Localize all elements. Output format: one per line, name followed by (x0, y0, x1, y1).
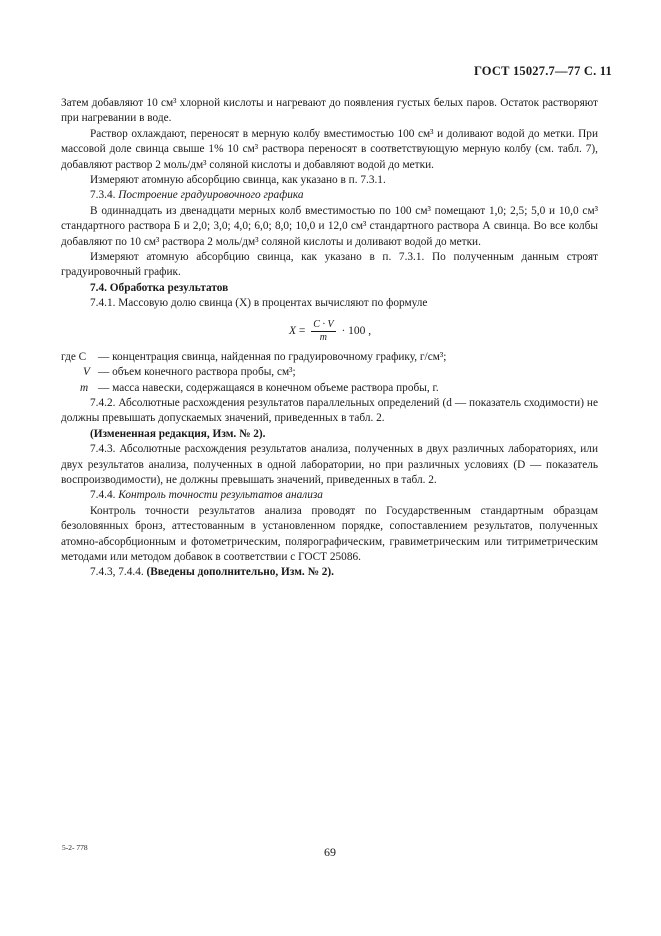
formula (61, 317, 598, 347)
document-header: ГОСТ 15027.7—77 С. 11 (473, 64, 612, 78)
formula-legend-row (61, 365, 598, 380)
amendment-text: (Введены дополнительно, Изм. № 2). (146, 566, 334, 579)
paragraph: 7.4.2. Абсолютные расхождения результатов параллельных определений (d — показатель сходимости) не должны превышать допускаемых значений, приведенных в табл. 2. (61, 396, 598, 425)
section-heading-7-4: 7.4. Обработка результатов (90, 281, 229, 294)
legend-text: — объем конечного раствора пробы, см³; (98, 366, 296, 379)
paragraph: В одиннадцать из двенадцати мерных колб вместимостью по 100 см³ помещают 1,0; 2,5; 5,0 и 10,0 см³ стандартного раствора Б и 2,0; 3,0; 4,0; 6,0; 8,0; 10,0 и 12,0 см³ стандартного раствора А свинца. Во все колбы добавляют по 10 см³ раствора 2 моль/дм³ соляной кислоты и доливают водой до метки. (61, 204, 598, 248)
section-title: Построение градуировочного графика (118, 189, 304, 202)
section-title: Контроль точности результатов анализа (118, 489, 323, 502)
amendment-note: (Измененная редакция, Изм. № 2). (90, 427, 266, 440)
paragraph: Контроль точности результатов анализа проводят по Государственным стандартным образцам безоловянных бронз, аттестованным в установленном порядке, сопоставлением результатов, полученных атомно-абсорбционным и фотометрическим, полярографическим, гравиметрическим или титриметрическим методами или методом добавок в соответствии с ГОСТ 25086. (61, 504, 598, 563)
formula-legend-row (61, 381, 598, 396)
paragraph: Затем добавляют 10 см³ хлорной кислоты и нагревают до появления густых белых паров. Остаток растворяют при нагревании в воде. (61, 97, 598, 125)
amendment-note (61, 565, 598, 580)
paragraph: 7.4.3. Абсолютные расхождения результатов анализа, полученных в двух различных лабораториях, или двух результатов анализа, полученных в одной лаборатории, но при различных условиях (D — показатель воспроизводимости), не должны превышать значений, приведенных в табл. 2. (61, 443, 598, 486)
section-heading-7-3-4 (61, 188, 598, 203)
paragraph: Раствор охлаждают, переносят в мерную колбу вместимостью 100 см³ и доливают водой до метки. При массовой доле свинца свыше 1% 10 см³ раствора переносят в соответствующую мерную колбу (см. табл. 7), добавляют раствор 2 моль/дм³ соляной кислоты и добавляют водой до метки. (61, 127, 598, 171)
formula-denominator: m (319, 331, 328, 343)
page-number: 69 (324, 845, 336, 859)
section-number: 7.4.4. (90, 489, 116, 502)
formula-tail: · 100 , (341, 324, 372, 337)
amendment-prefix: 7.4.3, 7.4.4. (90, 566, 144, 579)
document-body (61, 96, 598, 581)
paragraph: Измеряют атомную абсорбцию свинца, как указано в п. 7.3.1. По полученным данным строят градуировочный график. (61, 251, 598, 279)
formula-fraction (311, 319, 335, 344)
paragraph: Измеряют атомную абсорбцию свинца, как указано в п. 7.3.1. (90, 174, 386, 187)
section-number: 7.3.4. (90, 189, 116, 202)
legend-symbol: где C (61, 350, 87, 363)
legend-text: — концентрация свинца, найденная по градуировочному графику, г/см³; (98, 350, 447, 363)
section-heading-7-4-4 (61, 488, 598, 503)
formula-equals: = (298, 324, 306, 337)
legend-symbol: m (80, 381, 89, 394)
paragraph: 7.4.1. Массовую долю свинца (X) в процентах вычисляют по формуле (90, 297, 428, 310)
legend-symbol: V (83, 366, 90, 379)
formula-lhs: X (289, 324, 297, 337)
print-code: 5-2- 778 (62, 843, 88, 852)
formula-legend-row (61, 350, 598, 365)
formula-numerator: C · V (313, 318, 334, 330)
legend-text: — масса навески, содержащаяся в конечном объеме раствора пробы, г. (98, 381, 439, 394)
